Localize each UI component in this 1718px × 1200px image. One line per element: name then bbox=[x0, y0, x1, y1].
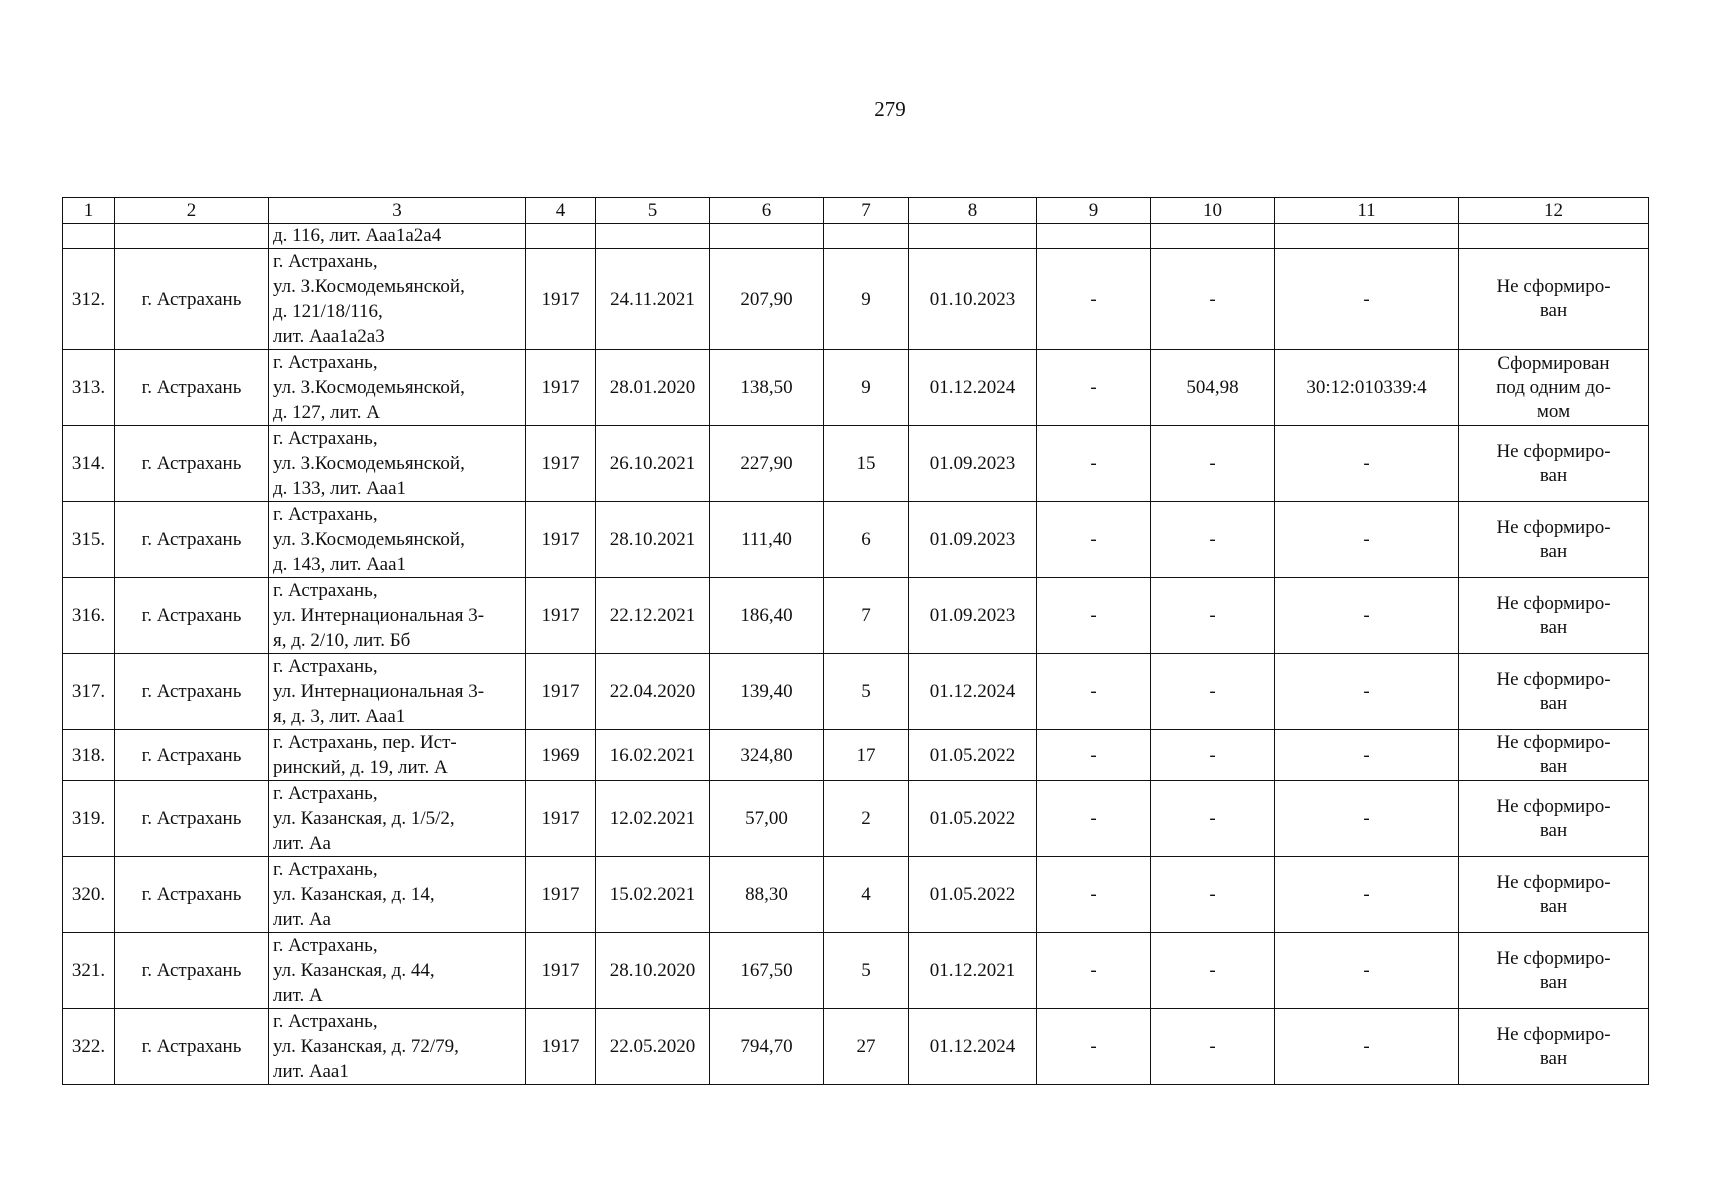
land-area-cell: - bbox=[1151, 502, 1275, 578]
row-number: 320. bbox=[63, 857, 115, 933]
deadline-cell: 01.05.2022 bbox=[909, 781, 1037, 857]
table-header bbox=[63, 198, 1649, 224]
cadastral-number-cell: - bbox=[1275, 654, 1459, 730]
row-number: 314. bbox=[63, 426, 115, 502]
area-cell: 794,70 bbox=[710, 1009, 824, 1085]
address-cell bbox=[269, 426, 526, 502]
status-line: ван bbox=[1539, 540, 1568, 562]
area-cell: 207,90 bbox=[710, 249, 824, 350]
deadline-cell: 01.12.2021 bbox=[909, 933, 1037, 1009]
land-status-cell bbox=[1459, 857, 1649, 933]
address-line: ул. Казанская, д. 44, bbox=[273, 960, 435, 981]
area-cell: 139,40 bbox=[710, 654, 824, 730]
city-cell: г. Астрахань bbox=[115, 350, 269, 426]
city-cell: г. Астрахань bbox=[115, 654, 269, 730]
year-cell: 1917 bbox=[526, 933, 596, 1009]
column-header: 12 bbox=[1459, 198, 1649, 224]
city-cell: г. Астрахань bbox=[115, 578, 269, 654]
cadastral-number-cell: - bbox=[1275, 857, 1459, 933]
column-number-row bbox=[63, 198, 1649, 224]
column-header: 6 bbox=[710, 198, 824, 224]
table-row bbox=[63, 730, 1649, 781]
date-cell: 22.05.2020 bbox=[596, 1009, 710, 1085]
column-header: 5 bbox=[596, 198, 710, 224]
address-line: ринский, д. 19, лит. А bbox=[273, 757, 448, 778]
col9-cell: - bbox=[1037, 933, 1151, 1009]
land-status-cell bbox=[1459, 1009, 1649, 1085]
address-line: г. Астрахань, bbox=[273, 352, 378, 373]
year-cell: 1917 bbox=[526, 781, 596, 857]
land-status-cell bbox=[1459, 249, 1649, 350]
status-line: ван bbox=[1539, 692, 1568, 714]
residents-cell: 6 bbox=[824, 502, 909, 578]
land-status-cell bbox=[1459, 578, 1649, 654]
row-number: 317. bbox=[63, 654, 115, 730]
land-status-cell bbox=[1459, 933, 1649, 1009]
address-line: я, д. 3, лит. Ааа1 bbox=[273, 706, 406, 727]
col9-cell: - bbox=[1037, 730, 1151, 781]
table-row bbox=[63, 781, 1649, 857]
residents-cell: 2 bbox=[824, 781, 909, 857]
residents-cell: 17 bbox=[824, 730, 909, 781]
address-line: ул. Казанская, д. 14, bbox=[273, 884, 435, 905]
deadline-cell: 01.10.2023 bbox=[909, 249, 1037, 350]
address-line: г. Астрахань, bbox=[273, 1011, 378, 1032]
address-line: г. Астрахань, bbox=[273, 428, 378, 449]
table-body bbox=[63, 224, 1649, 1085]
land-status-cell bbox=[1459, 730, 1649, 781]
status-line: Не сформиро- bbox=[1496, 440, 1611, 462]
address-line: лит. Ааа1а2а3 bbox=[273, 326, 385, 347]
page-number: 279 bbox=[874, 97, 906, 121]
cadastral-number-cell: 30:12:010339:4 bbox=[1275, 350, 1459, 426]
address-cell bbox=[269, 781, 526, 857]
date-cell: 16.02.2021 bbox=[596, 730, 710, 781]
year-cell: 1969 bbox=[526, 730, 596, 781]
col9-cell: - bbox=[1037, 1009, 1151, 1085]
continuation-address: д. 116, лит. Ааа1а2а4 bbox=[269, 224, 526, 249]
address-line: д. 143, лит. Ааа1 bbox=[273, 554, 407, 575]
col9-cell: - bbox=[1037, 426, 1151, 502]
col9-cell: - bbox=[1037, 781, 1151, 857]
date-cell: 28.10.2021 bbox=[596, 502, 710, 578]
address-line: г. Астрахань, bbox=[273, 251, 378, 272]
address-line: лит. Ааа1 bbox=[273, 1061, 349, 1082]
address-line: г. Астрахань, bbox=[273, 783, 378, 804]
residents-cell: 4 bbox=[824, 857, 909, 933]
city-cell: г. Астрахань bbox=[115, 781, 269, 857]
column-header: 8 bbox=[909, 198, 1037, 224]
land-area-cell: - bbox=[1151, 730, 1275, 781]
year-cell: 1917 bbox=[526, 578, 596, 654]
table-row bbox=[63, 249, 1649, 350]
address-line: г. Астрахань, bbox=[273, 580, 378, 601]
address-line: д. 121/18/116, bbox=[273, 301, 383, 322]
status-line: ван bbox=[1539, 756, 1568, 777]
year-cell: 1917 bbox=[526, 426, 596, 502]
land-area-cell: - bbox=[1151, 933, 1275, 1009]
year-cell: 1917 bbox=[526, 350, 596, 426]
status-line: ван bbox=[1539, 971, 1568, 993]
column-header: 11 bbox=[1275, 198, 1459, 224]
col9-cell: - bbox=[1037, 857, 1151, 933]
row-number: 321. bbox=[63, 933, 115, 1009]
land-area-cell: - bbox=[1151, 578, 1275, 654]
cadastral-number-cell: - bbox=[1275, 730, 1459, 781]
status-line: Не сформиро- bbox=[1496, 1023, 1611, 1045]
deadline-cell: 01.09.2023 bbox=[909, 426, 1037, 502]
cadastral-number-cell: - bbox=[1275, 249, 1459, 350]
column-header: 4 bbox=[526, 198, 596, 224]
status-line: ван bbox=[1539, 819, 1568, 841]
address-line: г. Астрахань, bbox=[273, 656, 378, 677]
area-cell: 88,30 bbox=[710, 857, 824, 933]
year-cell: 1917 bbox=[526, 654, 596, 730]
status-line: Не сформиро- bbox=[1496, 668, 1611, 690]
city-cell: г. Астрахань bbox=[115, 857, 269, 933]
address-line: ул. Казанская, д. 1/5/2, bbox=[273, 808, 455, 829]
col9-cell: - bbox=[1037, 578, 1151, 654]
address-line: ул. З.Космодемьянской, bbox=[273, 453, 465, 474]
date-cell: 28.10.2020 bbox=[596, 933, 710, 1009]
city-cell: г. Астрахань bbox=[115, 249, 269, 350]
address-cell bbox=[269, 1009, 526, 1085]
address-line: г. Астрахань, bbox=[273, 935, 378, 956]
city-cell: г. Астрахань bbox=[115, 933, 269, 1009]
column-header: 10 bbox=[1151, 198, 1275, 224]
deadline-cell: 01.05.2022 bbox=[909, 857, 1037, 933]
table-row bbox=[63, 1009, 1649, 1085]
year-cell: 1917 bbox=[526, 249, 596, 350]
housing-registry-table bbox=[62, 197, 1649, 1085]
deadline-cell: 01.12.2024 bbox=[909, 654, 1037, 730]
table-row bbox=[63, 578, 1649, 654]
row-number: 313. bbox=[63, 350, 115, 426]
address-line: д. 133, лит. Ааа1 bbox=[273, 478, 407, 499]
col9-cell: - bbox=[1037, 654, 1151, 730]
row-number: 316. bbox=[63, 578, 115, 654]
status-line: под одним до- bbox=[1496, 376, 1611, 398]
cadastral-number-cell: - bbox=[1275, 502, 1459, 578]
area-cell: 227,90 bbox=[710, 426, 824, 502]
address-line: ул. Казанская, д. 72/79, bbox=[273, 1036, 459, 1057]
address-cell bbox=[269, 350, 526, 426]
address-line: ул. З.Космодемьянской, bbox=[273, 377, 465, 398]
table-row bbox=[63, 426, 1649, 502]
city-cell: г. Астрахань bbox=[115, 1009, 269, 1085]
status-line: Не сформиро- bbox=[1496, 276, 1611, 297]
land-area-cell: - bbox=[1151, 654, 1275, 730]
status-line: ван bbox=[1539, 464, 1568, 486]
area-cell: 324,80 bbox=[710, 730, 824, 781]
address-line: я, д. 2/10, лит. Бб bbox=[273, 630, 411, 651]
residents-cell: 27 bbox=[824, 1009, 909, 1085]
status-line: Не сформиро- bbox=[1496, 947, 1611, 969]
residents-cell: 15 bbox=[824, 426, 909, 502]
row-number: 319. bbox=[63, 781, 115, 857]
column-header: 3 bbox=[269, 198, 526, 224]
row-number: 312. bbox=[63, 249, 115, 350]
land-status-cell bbox=[1459, 502, 1649, 578]
col9-cell: - bbox=[1037, 502, 1151, 578]
area-cell: 57,00 bbox=[710, 781, 824, 857]
table-row bbox=[63, 857, 1649, 933]
status-line: Сформирован bbox=[1497, 352, 1610, 374]
land-status-cell bbox=[1459, 781, 1649, 857]
status-line: ван bbox=[1539, 300, 1568, 321]
row-number: 322. bbox=[63, 1009, 115, 1085]
address-line: г. Астрахань, пер. Ист- bbox=[273, 732, 457, 753]
address-line: ул. Интернациональная 3- bbox=[273, 681, 485, 702]
date-cell: 22.12.2021 bbox=[596, 578, 710, 654]
land-status-cell bbox=[1459, 654, 1649, 730]
address-line: ул. З.Космодемьянской, bbox=[273, 276, 465, 297]
cadastral-number-cell: - bbox=[1275, 1009, 1459, 1085]
table-row bbox=[63, 933, 1649, 1009]
column-header: 9 bbox=[1037, 198, 1151, 224]
row-number: 318. bbox=[63, 730, 115, 781]
deadline-cell: 01.12.2024 bbox=[909, 350, 1037, 426]
city-cell: г. Астрахань bbox=[115, 502, 269, 578]
address-cell bbox=[269, 857, 526, 933]
col9-cell: - bbox=[1037, 249, 1151, 350]
residents-cell: 5 bbox=[824, 933, 909, 1009]
status-line: ван bbox=[1539, 895, 1568, 917]
residents-cell: 5 bbox=[824, 654, 909, 730]
land-area-cell: - bbox=[1151, 426, 1275, 502]
deadline-cell: 01.05.2022 bbox=[909, 730, 1037, 781]
date-cell: 22.04.2020 bbox=[596, 654, 710, 730]
land-area-cell: - bbox=[1151, 249, 1275, 350]
address-line: лит. Аа bbox=[273, 909, 331, 930]
date-cell: 26.10.2021 bbox=[596, 426, 710, 502]
address-line: лит. А bbox=[273, 985, 323, 1006]
residents-cell: 7 bbox=[824, 578, 909, 654]
date-cell: 28.01.2020 bbox=[596, 350, 710, 426]
address-cell bbox=[269, 654, 526, 730]
city-cell: г. Астрахань bbox=[115, 426, 269, 502]
address-line: д. 127, лит. А bbox=[273, 402, 380, 423]
status-line: Не сформиро- bbox=[1496, 516, 1611, 538]
area-cell: 138,50 bbox=[710, 350, 824, 426]
table-row bbox=[63, 350, 1649, 426]
column-header: 2 bbox=[115, 198, 269, 224]
date-cell: 12.02.2021 bbox=[596, 781, 710, 857]
table-row bbox=[63, 654, 1649, 730]
address-line: г. Астрахань, bbox=[273, 504, 378, 525]
city-cell: г. Астрахань bbox=[115, 730, 269, 781]
date-cell: 24.11.2021 bbox=[596, 249, 710, 350]
year-cell: 1917 bbox=[526, 1009, 596, 1085]
address-cell bbox=[269, 578, 526, 654]
address-line: г. Астрахань, bbox=[273, 859, 378, 880]
status-line: Не сформиро- bbox=[1496, 871, 1611, 893]
status-line: Не сформиро- bbox=[1496, 592, 1611, 614]
address-cell bbox=[269, 502, 526, 578]
land-area-cell: - bbox=[1151, 857, 1275, 933]
address-line: лит. Аа bbox=[273, 833, 331, 854]
residents-cell: 9 bbox=[824, 249, 909, 350]
column-header: 7 bbox=[824, 198, 909, 224]
land-status-cell bbox=[1459, 350, 1649, 426]
address-cell bbox=[269, 249, 526, 350]
land-area-cell: - bbox=[1151, 781, 1275, 857]
status-line: ван bbox=[1539, 616, 1568, 638]
status-line: Не сформиро- bbox=[1496, 795, 1611, 817]
cadastral-number-cell: - bbox=[1275, 426, 1459, 502]
land-area-cell: 504,98 bbox=[1151, 350, 1275, 426]
date-cell: 15.02.2021 bbox=[596, 857, 710, 933]
row-number: 315. bbox=[63, 502, 115, 578]
address-line: ул. З.Космодемьянской, bbox=[273, 529, 465, 550]
residents-cell: 9 bbox=[824, 350, 909, 426]
address-cell bbox=[269, 933, 526, 1009]
area-cell: 111,40 bbox=[710, 502, 824, 578]
status-line: ван bbox=[1539, 1047, 1568, 1069]
cadastral-number-cell: - bbox=[1275, 781, 1459, 857]
year-cell: 1917 bbox=[526, 857, 596, 933]
year-cell: 1917 bbox=[526, 502, 596, 578]
col9-cell: - bbox=[1037, 350, 1151, 426]
deadline-cell: 01.09.2023 bbox=[909, 502, 1037, 578]
cadastral-number-cell: - bbox=[1275, 933, 1459, 1009]
column-header: 1 bbox=[63, 198, 115, 224]
deadline-cell: 01.12.2024 bbox=[909, 1009, 1037, 1085]
land-area-cell: - bbox=[1151, 1009, 1275, 1085]
status-line: мом bbox=[1536, 400, 1571, 422]
continuation-row bbox=[63, 224, 1649, 249]
cadastral-number-cell: - bbox=[1275, 578, 1459, 654]
status-line: Не сформиро- bbox=[1496, 732, 1611, 753]
area-cell: 186,40 bbox=[710, 578, 824, 654]
address-cell bbox=[269, 730, 526, 781]
table-row bbox=[63, 502, 1649, 578]
land-status-cell bbox=[1459, 426, 1649, 502]
deadline-cell: 01.09.2023 bbox=[909, 578, 1037, 654]
address-line: ул. Интернациональная 3- bbox=[273, 605, 485, 626]
area-cell: 167,50 bbox=[710, 933, 824, 1009]
